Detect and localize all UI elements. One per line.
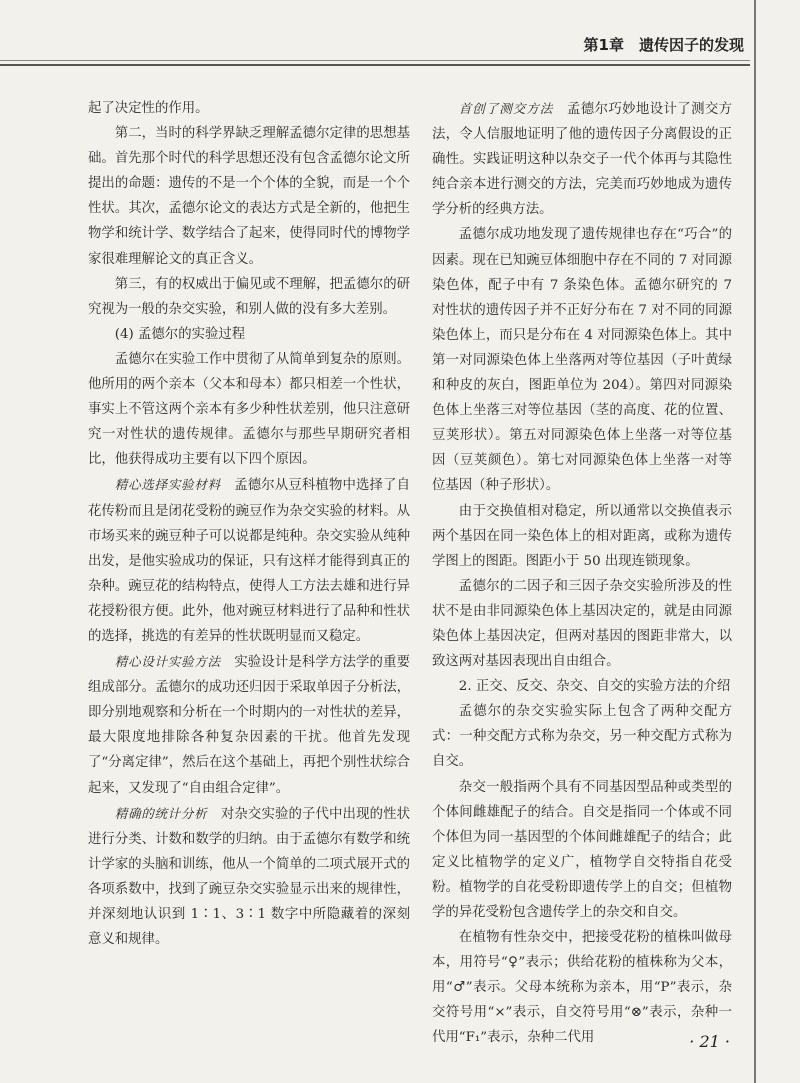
paragraph bbox=[88, 801, 410, 953]
paragraph-text: 孟德尔从豆科植物中选择了自花传粉而且是闭花受粉的豌豆作为杂交实验的材料。从市场买来的豌豆种子可以说都是纯种。杂交实验从纯种出发，是他实验成功的保证，只有这样才能得到真正的杂种。豌豆花的结构特点，使得人工方法去雄和进行异花授粉很方便。此外，他对豌豆材料进行了品种和性状的选择，挑选的有差异的性状既明显而又稳定。 bbox=[88, 478, 411, 644]
lead-phrase: 首创了测交方法 bbox=[458, 101, 554, 116]
section-heading: 2. 正交、反交、杂交、自交的实验方法的介绍 bbox=[458, 679, 731, 695]
page-number: · 21 · bbox=[689, 1032, 730, 1051]
paragraph: 在植物有性杂交中，把接受花粉的植株叫做母本，用符号“♀”表示；供给花粉的植株称为父本，用“♂”表示。父母本统称为亲本，用“P”表示，杂交符号用“×”表示，自交符号用“⊗”表示，杂种一代用“F₁”表示，杂种二代用 bbox=[432, 930, 732, 1046]
paragraph bbox=[88, 472, 410, 649]
header-rule bbox=[0, 64, 750, 66]
section-heading: (4) 孟德尔的实验过程 bbox=[114, 326, 246, 342]
paragraph-text: 对杂交实验的子代中出现的性状进行分类、计数和数学的归纳。由于孟德尔有数学和统计学家的头脑和训练，他从一个简单的二项式展开式的各项系数中，找到了豌豆杂交实验显示出来的规律性，并深刻地认识到 1∶1、3∶1 数字中所隐藏着的深刻意义和规律。 bbox=[88, 806, 411, 948]
paragraph: 第三，有的权威出于偏见或不理解，把孟德尔的研究视为一般的杂交实验，和别人做的没有多大差别。 bbox=[88, 276, 410, 317]
right-column bbox=[432, 96, 732, 1051]
paragraph: 孟德尔在实验工作中贯彻了从简单到复杂的原则。他所用的两个亲本（父本和母本）都只相差一个性状，事实上不管这两个亲本有多少种性状差别，他只注意研究一对性状的遗传规律。孟德尔与那些早期研究者相比，他获得成功主要有以下四个原因。 bbox=[88, 351, 410, 468]
chapter-title: 第1章 遗传因子的发现 bbox=[583, 36, 744, 54]
lead-phrase: 精确的统计分析 bbox=[114, 805, 208, 821]
paragraph: 第二，当时的科学界缺乏理解孟德尔定律的思想基础。首先那个时代的科学思想还没有包含孟德尔论文所提出的命题：遗传的不是一个个体的全貌，而是一个个性状。其次，孟德尔论文的表达方式是全新的，他把生物学和统计学、数学结合了起来，使得同时代的博物学家很难理解论文的真正含义。 bbox=[88, 126, 410, 267]
paragraph: 杂交一般指两个具有不同基因型品种或类型的个体间雌雄配子的结合。自交是指同一个体或不同个体但为同一基因型的个体间雌雄配子的结合；此定义比植物学的定义广，植物学自交特指自花受粉。植物学的自花受粉即遗传学上的自交；但植物学的异花受粉包含遗传学上的杂交和自交。 bbox=[432, 779, 732, 920]
paragraph bbox=[432, 96, 732, 222]
header-rule-thin bbox=[0, 60, 750, 61]
paragraph: 由于交换值相对稳定，所以通常以交换值表示两个基因在同一染色体上的相对距离，或称为遗传学图上的图距。图距小于 50 出现连锁现象。 bbox=[432, 503, 732, 569]
paragraph: 孟德尔的二因子和三因子杂交实验所涉及的性状不是由非同源染色体上基因决定的，就是由同源染色体上基因决定，但两对基因的图距非常大，以致这两对基因表现出自由组合。 bbox=[432, 578, 732, 670]
paragraph: 孟德尔的杂交实验实际上包含了两种交配方式：一种交配方式称为杂交，另一种交配方式称为自交。 bbox=[432, 704, 732, 770]
left-column bbox=[88, 96, 410, 952]
lead-phrase: 精心设计实验方法 bbox=[114, 654, 221, 670]
paragraph: 起了决定性的作用。 bbox=[88, 101, 209, 116]
paragraph-text: 实验设计是科学方法学的重要组成部分。孟德尔的成功还归因于采取单因子分析法，即分别地观察和分析在一个时期内的一对性状的差异，最大限度地排除各种复杂因素的干扰。他首先发现了“分离定律”，然后在这个基础上，再把个别性状综合起来，又发现了“自由组合定律”。 bbox=[88, 655, 411, 796]
page-edge-rule bbox=[754, 0, 756, 1083]
paragraph-text: 孟德尔巧妙地设计了测交方法，令人信服地证明了他的遗传因子分离假设的正确性。实践证明这种以杂交子一代个体再与其隐性纯合亲本进行测交的方法，完美而巧妙地成为遗传学分析的经典方法。 bbox=[432, 102, 733, 218]
paragraph: 孟德尔成功地发现了遗传规律也存在“巧合”的因素。现在已知豌豆体细胞中存在不同的 7 对同源染色体，配子中有 7 条染色体。孟德尔研究的 7 对性状的遗传因子并不正好分布在 7 对不同的同源染色体上，而只是分布在 4 对同源染色体上。其中第一对同源染色体上坐落两对等位基因（子叶黄绿和种皮的灰白，图距单位为 204）。第四对同源染色体上坐落三对等位基因（茎的高度、花的位置、豆荚形状）。第五对同源染色体上坐落一对等位基因（豆荚颜色）。第七对同源染色体上坐落一对等位基因（种子形状）。 bbox=[432, 227, 732, 494]
lead-phrase: 精心选择实验材料 bbox=[114, 477, 221, 493]
running-header bbox=[0, 0, 800, 68]
paragraph bbox=[88, 649, 410, 801]
